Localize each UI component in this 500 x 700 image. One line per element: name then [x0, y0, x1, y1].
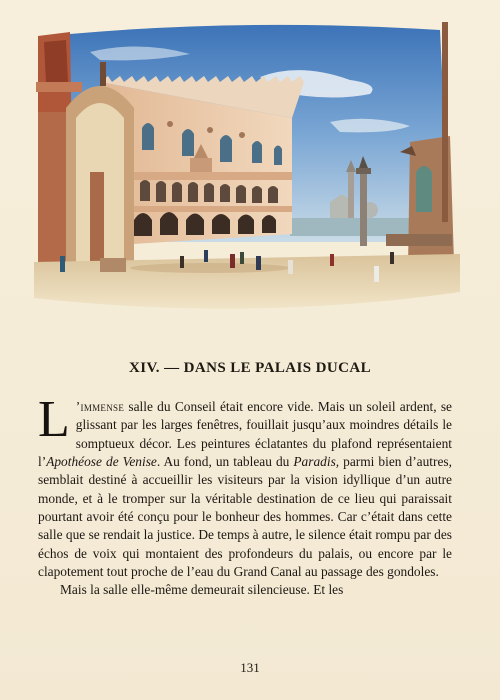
paragraph-1-text-a: salle du Conseil était encore vide. Mais un soleil ardent, se glissant par les larges fenêtres, fouillait jusqu’aux moindres détails le somptueux décor. Les peintures éclatantes du plafond représentaient l’ — [38, 399, 452, 470]
venice-doge-palace-illustration — [30, 22, 466, 318]
lead-word: ’immense — [75, 399, 125, 414]
italic-title-apotheose: Apothéose de Venise — [46, 454, 157, 470]
chapter-body — [38, 391, 452, 600]
page-number: 131 — [240, 660, 260, 675]
paragraph-1 — [38, 391, 452, 581]
paragraph-2: Mais la salle elle-même demeurait silencieuse. Et les — [60, 582, 344, 598]
chapter-title: XIV. — DANS LE PALAIS DUCAL — [129, 360, 371, 376]
italic-title-paradis: Paradis, — [293, 454, 340, 470]
drop-cap: L — [38, 391, 70, 448]
paragraph-1-text-b: . Au fond, un tableau du — [156, 454, 294, 470]
paragraph-1-text-c: parmi bien d’autres, semblait destiné à accueillir les visiteurs par la vision idyllique d’un autre monde, et à le tromper sur la véritable destination de ce lieu qui paraissait pourtant avoir été conçu pour le bonheur des hommes. Car c’était dans cette salle que se rendait la justice. De temps à autre, le silence était rompu par des échos de voix qui montaient des profondeurs du palais, ou encore par le clapotement tout proche de l’eau du Grand Canal au passage des gondoles. — [38, 454, 452, 580]
